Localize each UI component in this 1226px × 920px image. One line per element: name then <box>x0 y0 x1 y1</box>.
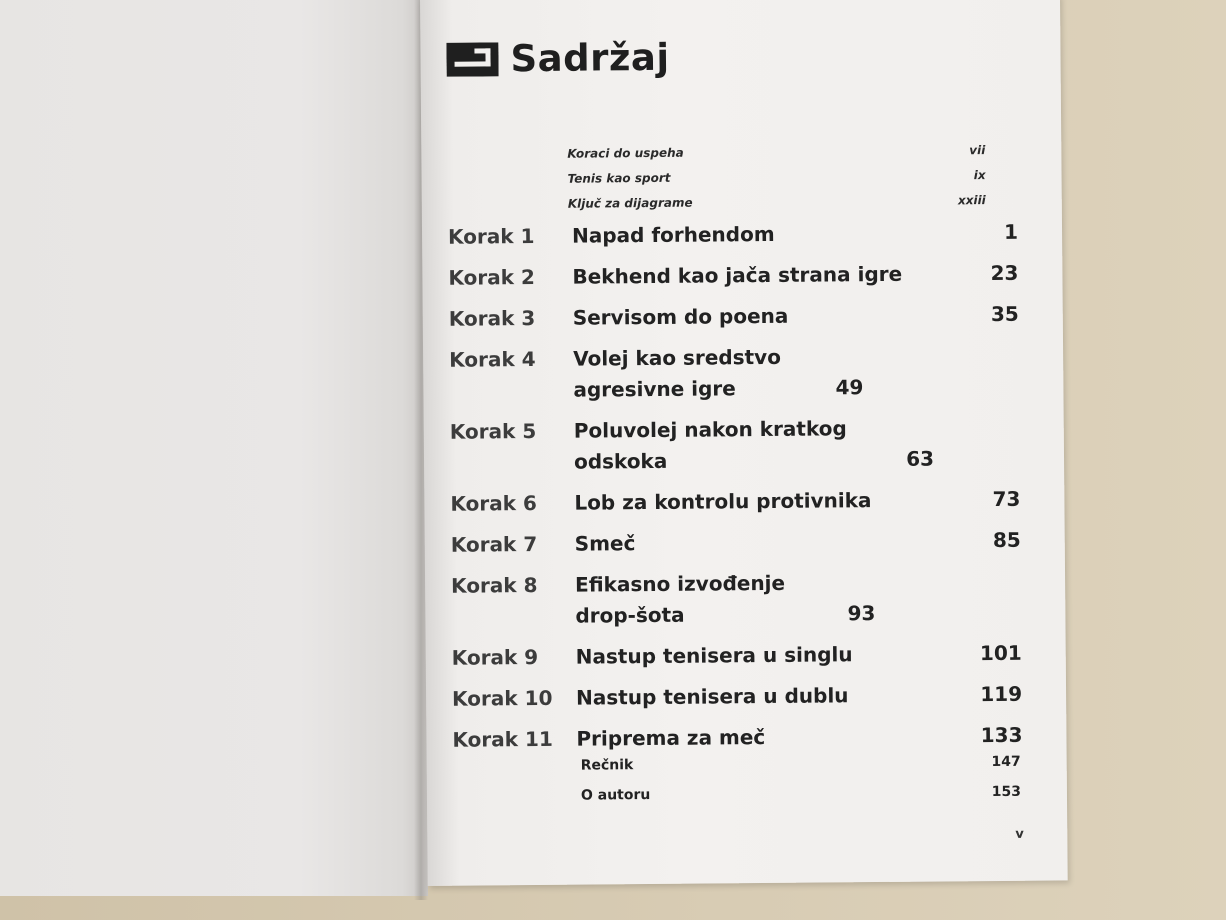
chapter-page: 1 <box>1004 219 1019 244</box>
back-matter-page: 147 <box>991 753 1021 771</box>
chapter-list <box>448 217 1023 766</box>
chapter-entry <box>451 566 1022 633</box>
front-matter-item <box>568 188 986 217</box>
chapter-label: Korak 1 <box>447 224 535 249</box>
chapter-label: Korak 4 <box>449 347 536 372</box>
chapter-entry <box>450 412 1021 479</box>
chapter-page: 63 <box>906 446 935 471</box>
toc-heading <box>446 36 669 81</box>
front-matter-item <box>567 163 985 192</box>
chapter-page: 35 <box>990 301 1019 327</box>
chapter-page: 73 <box>992 486 1021 512</box>
left-page <box>0 0 428 896</box>
back-matter-list <box>581 747 1022 811</box>
chapter-label: Korak 3 <box>448 306 536 331</box>
chapter-title: Nastup tenisera u dublu <box>575 683 849 710</box>
chapter-title: Servisom do poena <box>572 303 789 330</box>
page-number: v <box>1015 826 1024 842</box>
chapter-title: Poluvolej nakon kratkog odskoka <box>573 416 847 474</box>
back-matter-title: Rečnik <box>580 757 634 774</box>
chapter-marker-icon <box>446 42 498 76</box>
chapter-label: Korak 10 <box>451 685 553 711</box>
chapter-entry <box>448 217 1018 253</box>
front-matter-page: xxiii <box>957 193 986 208</box>
front-matter-title: Ključ za dijagrame <box>567 195 693 211</box>
chapter-entry <box>451 525 1021 561</box>
page-title: Sadržaj <box>510 35 670 81</box>
chapter-page: 49 <box>835 375 864 400</box>
chapter-title: Priprema za meč <box>576 725 766 751</box>
chapter-label: Korak 6 <box>450 491 537 516</box>
chapter-title: Bekhend kao jača strana igre <box>572 261 903 289</box>
chapter-page: 119 <box>980 681 1023 707</box>
chapter-label: Korak 8 <box>451 572 538 598</box>
back-matter-item <box>581 777 1021 811</box>
chapter-title: Efikasno izvođenje drop-šota <box>575 570 786 628</box>
chapter-page: 93 <box>847 601 876 626</box>
back-matter-page: 153 <box>991 783 1022 801</box>
chapter-label: Korak 11 <box>452 726 553 752</box>
front-matter-item <box>567 138 985 167</box>
chapter-entry <box>449 340 1020 407</box>
chapter-page: 133 <box>980 722 1023 748</box>
chapter-entry <box>449 299 1019 335</box>
front-matter-title: Tenis kao sport <box>567 170 671 186</box>
front-matter-list <box>567 138 986 217</box>
chapter-title: Volej kao sredstvo agresivne igre <box>573 344 781 402</box>
back-matter-title: O autoru <box>580 787 651 804</box>
front-matter-title: Koraci do uspeha <box>567 145 684 161</box>
chapter-label: Korak 5 <box>449 419 537 444</box>
toc-content <box>420 0 1068 886</box>
right-page <box>420 0 1068 886</box>
chapter-title: Nastup tenisera u singlu <box>575 642 853 669</box>
chapter-entry <box>452 679 1022 715</box>
chapter-page: 23 <box>990 260 1019 286</box>
chapter-title: Smeč <box>574 531 636 556</box>
chapter-entry <box>450 484 1020 520</box>
chapter-entry <box>448 258 1018 294</box>
chapter-entry <box>452 638 1022 674</box>
chapter-label: Korak 2 <box>448 265 535 290</box>
chapter-page: 101 <box>979 640 1022 666</box>
chapter-page: 85 <box>992 527 1021 553</box>
back-matter-item <box>581 747 1021 781</box>
chapter-label: Korak 9 <box>451 644 539 670</box>
chapter-title: Lob za kontrolu protivnika <box>574 488 872 515</box>
front-matter-page: ix <box>973 168 986 183</box>
front-matter-page: vii <box>969 143 986 158</box>
chapter-title: Napad forhendom <box>571 221 775 248</box>
chapter-label: Korak 7 <box>450 531 538 557</box>
